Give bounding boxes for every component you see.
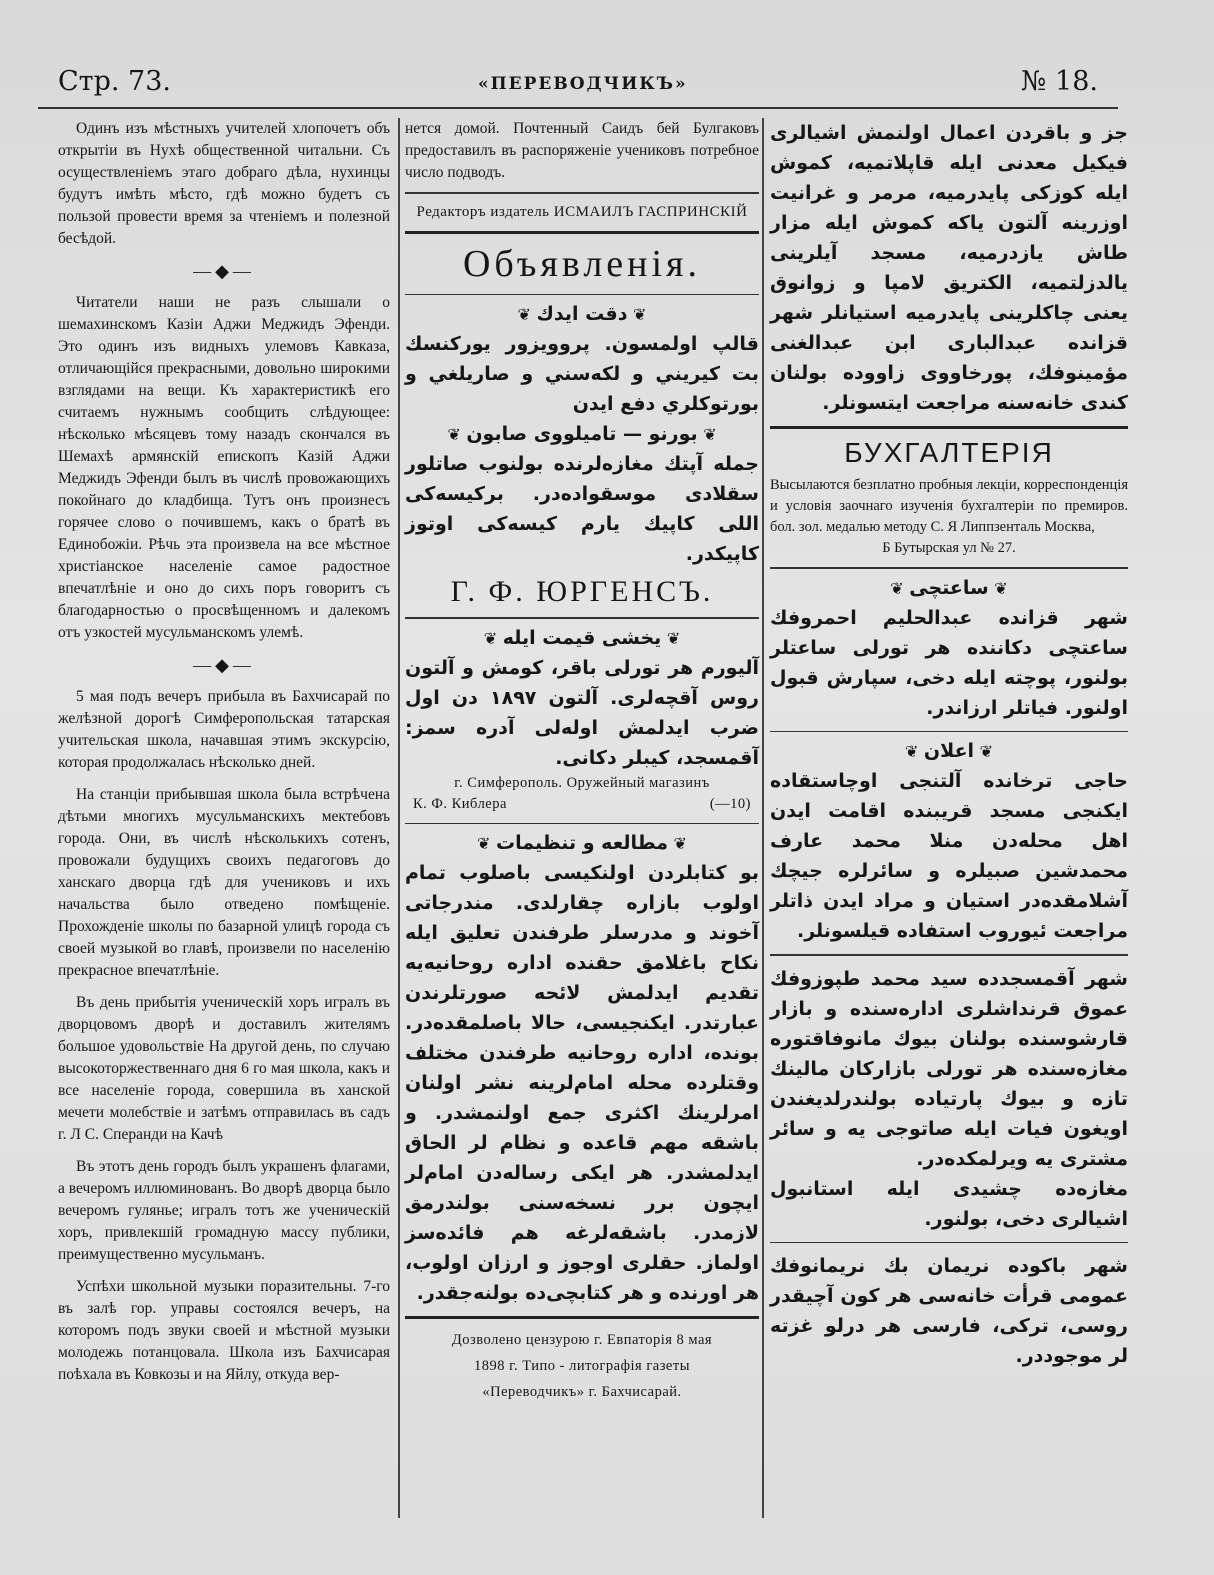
ad-gold-name-row <box>405 794 759 815</box>
ad-soap-body: قالپ اولمسون. پروويزور يوركنسك بت كيريني و لكه‌سني و صاريلغي و بورتوكلري دفع ايدن <box>405 333 759 415</box>
divider <box>770 954 1128 956</box>
right-column <box>770 118 1128 1371</box>
signoff-line-2: 1898 г. Типо - литографія газеты <box>474 1358 690 1374</box>
ad-watchmaker-heading: ❦ ساعتچى ❦ <box>890 576 1008 599</box>
article-nukha-reading-room: Одинъ изъ мѣстныхъ учителей хлопочетъ объ открытіи въ Нухѣ общественной читальни. Съ осуществленіемъ этаго добраго дѣла, нухинцы будутъ имѣть мѣсто, гдѣ можно будетъ съ пользой провести время за чтеніемъ и полезной бесѣдой. <box>58 120 390 247</box>
ad-notice-heading: ❦ اعلان ❦ <box>904 740 994 762</box>
middle-column <box>405 118 759 1405</box>
ornament-icon: ❦ <box>890 578 910 598</box>
article-station-meeting: На станціи прибывшая школа была встрѣчена дѣтьми многихъ мусульманскихъ мектебовъ города. Они, въ числѣ нѣсколькихъ сотенъ, провожали будущихъ своихъ педагоговъ до ханскаго дворца гдѣ для учениковъ и ихъ начальства было отведено помѣщеніе. Прохожденіе школы по базарной улицѣ города съ своей музыкой во главѣ, произвели по населенію прекрасное впечатлѣніе. <box>58 786 390 979</box>
ornament-icon: ❦ <box>974 742 994 761</box>
ornament-icon: ❦ <box>517 305 537 324</box>
ad-shop-body-2: مغازه‌ده چشيدى ايله استانبول اشيالرى دخى، بولنور. <box>770 1177 1128 1230</box>
article-shemakha-kazi: Читатели наши не разъ слышали о шемахинскомъ Казіи Аджи Меджидъ Эфенди. Это одинъ изъ видныхъ улемовъ Кавказа, отличающійся прекрасными, довольно широкими взглядами на вещи. Къ характеристикѣ его считаемъ нужнымъ сообщить слѣдующее: нѣсколько мѣсяцевъ тому назадъ скончался въ Шемахѣ армянскій епископъ Казій Аджи Меджидъ Эфенди былъ въ числѣ провожающихъ покойнаго до кладбища. Тутъ онъ произнесъ горячее слово о почившемъ, какъ о братѣ въ Единобожіи. Рѣчь эта произвела на все мѣстное христіанское населеніе самое радостное впечатлѣніе и оно до сихъ поръ говоритъ съ благодарностью о просвѣщенномъ и далекомъ отъ узкостей мусульманскомъ улемѣ. <box>58 294 390 641</box>
censorship-signoff <box>405 1327 759 1405</box>
ads-section-title: Объявленія. <box>462 242 702 285</box>
page-number: Стр. 73. <box>58 66 171 97</box>
ornament-icon: ❦ <box>627 305 647 324</box>
ornament-divider: —◆— <box>193 655 255 675</box>
ornament-icon: ❦ <box>697 425 717 444</box>
ad-reading-room-body: شهر باكوده نريمان بك نريمانوفك عمومى قرأت خانه‌سى هر كون آچيقدر روسى، تركى، فارسى هر درلو غزته لر موجوددر. <box>770 1255 1128 1367</box>
ornament-icon: ❦ <box>988 578 1008 598</box>
ornament-icon: ❦ <box>904 742 924 761</box>
divider <box>770 567 1128 569</box>
article-illumination: Въ этотъ день городъ былъ украшенъ флагами, а вечеромъ иллюминованъ. Во дворѣ дворца было вечеромъ гулянье; игралъ тотъ же ученическій хоръ, привлекшій громадную массу публики, преимущественно мусульманъ. <box>58 1158 390 1263</box>
issue-number: № 18. <box>1020 66 1098 97</box>
ornament-icon: ❦ <box>667 834 687 853</box>
newspaper-title: «ПЕРЕВОДЧИКЪ» <box>478 74 688 94</box>
page-header <box>58 66 1098 106</box>
ad-soap-product: ❦ بورنو — تاميلووى صابون ❦ <box>447 423 717 445</box>
ad-gold-address-line: г. Симферополь. Оружейный магазинъ <box>454 774 710 791</box>
ad-gold-number: (—10) <box>709 795 751 812</box>
divider <box>405 617 759 619</box>
ad-bookkeeping-address: Б Бутырская ул № 27. <box>882 540 1016 556</box>
ornament-icon: ❦ <box>447 425 467 444</box>
ad-soap-heading: ❦ دقت ايدك ❦ <box>517 303 647 325</box>
article-school-excursion: 5 мая подъ вечеръ прибыла въ Бахчисарай по желѣзной дорогѣ Симферопольская татарская учительская школа, начавшая этимъ экскурсію, которая продолжалась нѣсколько дней. <box>58 688 390 771</box>
divider <box>405 823 759 825</box>
ad-gold-name: К. Ф. Киблера <box>413 795 507 812</box>
divider <box>405 1316 759 1319</box>
ad-gold-body: آليورم هر تورلى باقر، كومش و آلتون روس آقچه‌لرى. آلتون ۱۸۹۷ دن اول ضرب ايدلمش اوله‌لى آدره سمز: آقمسجد، كيبلر دكانى. <box>405 656 759 769</box>
divider <box>405 192 759 194</box>
divider <box>770 731 1128 733</box>
ad-metalwork-body: جز و باقردن اعمال اولنمش اشيالرى فيكيل معدنى ايله قاپلاتميه، كموش ايله كوزكى پايدرميه، مرمر و غرانيت اوزرينه آلتون ياكه كموش ايله مزار طاش يازدرميه، مسجد آيلرينى يالدزلتميه، الكتريق لامپا و زوانوق يعنى چاكلرينى پايدرميه استيانلر شهر قزانده عبدالبارى ابن عبدالغنى مؤمينوفك، پورخاووى زاووده بولنان كندى خانه‌سنه مراجعت ايتسونلر. <box>770 122 1128 414</box>
ornament-icon: ❦ <box>661 628 681 648</box>
column-divider-1 <box>398 118 400 1518</box>
ornament-divider: —◆— <box>193 261 255 281</box>
editor-line: Редакторъ издатель ИСМАИЛЪ ГАСПРИНСКІЙ <box>416 203 748 220</box>
divider <box>405 231 759 234</box>
ornament-icon: ❦ <box>477 834 497 853</box>
ad-bookkeeping-body <box>770 475 1128 559</box>
ad-soap-advertiser: Г. Ф. ЮРГЕНСЪ. <box>450 575 714 608</box>
divider <box>405 294 759 296</box>
article-music-success: Успѣхи школьной музыки поразительны. 7-го въ залѣ гор. управы состоялся вечеръ, на которомъ подъ звуки своей и мѣстной музыки молодежь потанцовала. Школа изъ Бахчисарая поѣхала въ Ковкозы и на Яйлу, откуда вер- <box>58 1278 390 1383</box>
ad-shop-body: شهر آقمسجدده سيد محمد طپوزوفك عموق قرنداشلرى اداره‌سنده و بازار قارشوسنده بولنان بيوك مانوفاقتوره مغازه‌سنده هر تورلى بازاركان مالينك تازه و بيوك پارتياده بولندرلديغندن اويغون فيات ايله صاتوجى يه و سائر مشترى يه ويرلمكده‌در. <box>770 967 1128 1170</box>
ad-books-heading: ❦ مطالعه و تنظيمات ❦ <box>477 832 687 854</box>
ornament-icon: ❦ <box>483 628 503 648</box>
divider <box>770 1242 1128 1244</box>
ad-books-body: بو كتابلردن اولنكيسى باصلوب تمام اولوب بازاره چقارلدى. مندرجاتى آخوند و مدرسلر طرفندن تعليق ايله نكاح باغلامق حقنده اداره روحانيه‌يه تقديم ايدلمش لائحه صورتلرندن عبارتدر. ايكنجيسى، حالا باصلمقده‌در. بونده، اداره روحانيه طرفندن مختلف وقتلرده محله امام‌لرينه نشر اولنان امرلرينك اكثرى جمع اولنمشدر. و باشقه مهم قاعده و نظام لر الحاق ايدلمشدر. هر ايكى رساله‌دن امام‌لر ايچون برر نسخه‌سنى بولندرمق لازمدر. باشقه‌لرغه هم فائده‌سز اولماز. حقلرى اوجوز و ارزان اولوب، هر اورنده و هر كتابچى‌ده بولنه‌جقدر. <box>405 862 759 1304</box>
ad-notice-body: حاجى ترخانده آلتنجى اوچاستقاده ايكنجى مسجد قريبنده اقامت ايدن اهل محله‌دن منلا محمد عارف محمدشين صبيلره و سائرلره جيچك آشلامقده‌در استيان و مراد ايدن ذاتلر مراجعت ئيوروب استفاده قيلسونلر. <box>770 770 1128 942</box>
divider <box>770 426 1128 429</box>
article-choir: Въ день прибытія ученическій хоръ игралъ въ дворцовомъ дворѣ и доставилъ жителямъ большое удовольствіе На другой день, по случаю высокоторжественнаго дня 6 го мая школа, какъ и все населеніе города, совершила въ ханской мечети молебствіе и затѣмъ отправилась въ садъ г. Л С. Сперанди на Качѣ <box>58 994 390 1143</box>
article-continuation: нется домой. Почтенный Саидъ бей Булгаковъ предоставилъ въ распоряженіе учениковъ потребное число подводъ. <box>405 120 759 181</box>
ad-bookkeeping-title: БУХГАЛТЕРІЯ <box>844 437 1054 468</box>
ad-bookkeeping-text: Высылаются безплатно пробныя лекціи, корреспонденція и условія заочнаго изученія бухгалтеріи по премиров. бол. зол. медалью методу С. Я Липпзенталь Москва, <box>770 477 1128 535</box>
ad-gold-heading: ❦ يخشى قيمت ايله ❦ <box>483 626 681 649</box>
signoff-line-1: Дозволено цензурою г. Евпаторія 8 мая <box>451 1332 713 1348</box>
ad-soap-body-2: جمله آپتك مغازه‌لرنده بولنوب صاتلور سقلادى موسقوادەدر. بركيسه‌كى اللى كاپيك يارم كيسه‌كى اوتوز كاپيكدر. <box>405 453 759 565</box>
column-divider-2 <box>762 118 764 1518</box>
header-rule <box>38 107 1118 109</box>
ad-gold-address <box>405 773 759 815</box>
signoff-line-3: «Переводчикъ» г. Бахчисарай. <box>482 1384 682 1400</box>
left-column <box>58 118 390 1396</box>
ad-watchmaker-body: شهر قزانده عبدالحليم احمروفك ساعتچى دكاننده هر تورلى ساعتلر بولنور، پوچته ايله دخى، سپارش قبول اولنور. فياتلر ارزاندر. <box>770 606 1128 719</box>
